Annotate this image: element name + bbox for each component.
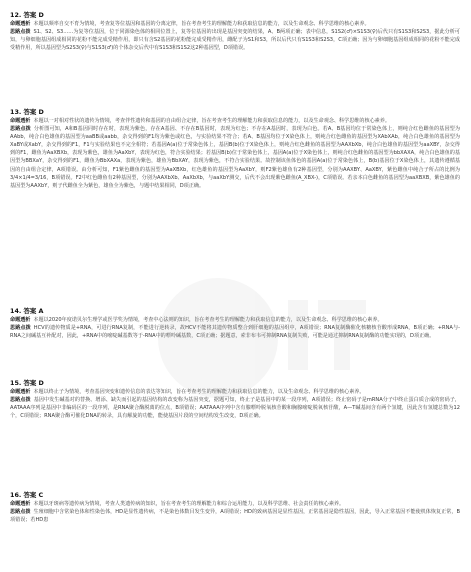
section-label: 命题透析 xyxy=(10,21,31,27)
section-label: 命题透析 xyxy=(10,389,31,395)
question-number: 14. 答案 A xyxy=(10,307,44,315)
answer-item-14 xyxy=(10,307,460,340)
section-label: 思路点拨 xyxy=(10,397,31,404)
answer-item-15 xyxy=(10,379,460,420)
question-number: 15. 答案 D xyxy=(10,379,44,387)
answer-item-13 xyxy=(10,108,460,190)
section-text: HCV的遗传物质是+RNA，可进行RNA复制，不能进行逆转录，故HCV不能将其遗传物质整合到肝细胞的基因组中，A项错误；RNA复制酶催化核糖核苷酸形成RNA，B项正确；+RNA与-RNA之间碱基互补配对，因此，+RNA中的嘧啶碱基数等于-RNA中的嘌呤碱基数，C项正确；据题意，索非布韦可抑制RNA复制失败，可能是通过抑制RNA复制酶的功能实现的，D项正确。 xyxy=(10,325,460,340)
section-label: 命题透析 xyxy=(10,501,31,507)
section-text: S1、S2、S3……为复等位基因，位于同源染色体的相同位置上，复等位基因的出现是基因突变的结果，A、B两项正确；表中信息，S1S2(♂)×S1S3(♀)后代只有S1S3和S2S3，据此分析可知，与卵细胞基因组成相同的花粉不能完成受精作用，即只有含S2基因的花粉能完成受精作用，雌配子为S1和S3，所以后代只有S1S3和S2S3，C项正确；因为与卵细胞基因组成相同的花粉不能完成受精作用，所以基因型为S2S3(♀)与S1S3(♂)的个体杂交后代中有S1S3和S1S2这2种基因型，D项错误。 xyxy=(10,29,460,52)
section-label: 思路点拨 xyxy=(10,29,31,36)
section-text: 本题以一对相对性状的遗传为情境，考查伴性遗传和基因的自由组合定律，旨在考查考生的理解能力和获取信息的能力，以及生命观念、科学思维的核心素养。 xyxy=(33,118,390,124)
solution-section xyxy=(10,324,460,340)
answer-item-12 xyxy=(10,11,460,52)
section-text: 本题以频率自交不育为情境，考查复等位基因和基因的分离定律，旨在考查考生的理解能力和获取信息的能力，以及生命观念、科学思维的核心素养。 xyxy=(33,21,370,27)
solution-section xyxy=(10,125,460,190)
section-text: 本题以牙斑病等遗传病为情境，考查人类遗传病的知识，旨在考查考生的理解能力和综合运用能力，以及科学思维、社会责任的核心素养。 xyxy=(33,501,345,507)
section-label: 命题透析 xyxy=(10,317,31,323)
section-text: 分析图可知，A和B基因同时存在时，表现为紫色，存在A基因、不存在B基因时，表现为红色；不存在A基因时，表现为白色。若A、B基因均位于常染色体上，则纯合红色雌鱼的基因型为AAbb，纯合白色雄鱼的基因型为aaBB或aabb，杂交得到的F1均为紫色或红色，与实验结果不符合；若A、B基因均位于X染色体上，则纯合红色雌鱼的基因型为XAbXAb，纯合白色雄鱼的基因型为XaBY或XabY，杂交得到的F1，F1与实验结果也不完全相符；若基因A(a)位于常染色体上，基因B(b)位于X染色体上，则纯合红色雌鱼的基因型为AAXbXb，纯合白色雄鱼的基因型为aaXBY，杂交得到的F1，雌鱼为AaXBXb，表现为紫色，雄鱼为AaXbY，表现为红色，符合实验结果；若基因B(b)位于常染色体上，基因A(a)位于X染色体上，则纯合红色雌鱼的基因型为bbXAXA，纯合白色雄鱼的基因型为BBXaY，杂交得到的F1，雌鱼为BbXAXa，表现为紫色，雄鱼为BbXAY，表现为紫色，不符合实验结果。故控制该鱼体色的基因A(a)位于常染色体上，B(b)基因位于X染色体上，其遗传遵循基因的自由组合定律，A项错误。由分析可知，F1紫色雌鱼的基因型为AaXBXb，红色雄鱼的基因型为AaXbY，则F2紫色雄鱼有2种基因型，分别为AAXBY、AaXBY，紫色雌鱼中纯合子所占的比例为3/4×1/4=3/16，B项错误。F2中红色雌鱼有2种基因型，分别为AAXbXb、AaXbXb，与aaXbY测交，后代不会出现紫色雌鱼(A_XBX-)，C项错误。若亲本白色雌鱼的基因型为aaXBXB，紫色雄鱼的基因型为AAXbY，则子代雌鱼全为紫色，雄鱼全为紫色，与题中结果相同，D项正确。 xyxy=(10,126,460,189)
question-number: 13. 答案 D xyxy=(10,108,44,116)
section-text: 生殖细胞中含常染色体和性染色体，HD是显性遗传病，不是染色体数目发生变异，A项错误；HD的致病基因是显性基因，正常基因是隐性基因，因此，导入正常基因不能使机体恢复正常，B项错误；若HD患 xyxy=(10,509,460,524)
section-text: 本题以2020年度诺贝尔生理学或医学奖为情境，考查中心法则的知识，旨在考查考生的理解能力和获取信息的能力，以及生命观念、科学思维的核心素养。 xyxy=(33,317,383,323)
answer-item-16 xyxy=(10,491,460,524)
solution-section xyxy=(10,396,460,420)
analysis-section xyxy=(10,500,460,508)
solution-section xyxy=(10,28,460,52)
analysis-section xyxy=(10,20,460,28)
section-label: 命题透析 xyxy=(10,118,31,124)
analysis-section xyxy=(10,316,460,324)
analysis-section xyxy=(10,388,460,396)
section-text: 基因中发生碱基对的替换、增添、缺失而引起的基因结构的改变称为基因突变，据题可知，终止子是基因中的某一段序列，A项错误；终止密码子是mRNA分子中终止蛋白质合成的密码子，AATAAA序列是基因中非编码区的一段序列，是RNA聚合酶脱离的位点，B项错误；AATAAA序列中含有腺嘌呤脱氧核苷酸和胸腺嘧啶脱氧核苷酸，A—T碱基间含有两个氢键，因此含有氢键总数为12个，C项错误；RNA聚合酶可催化DNA的转录，具有解旋的功能，能使基因片段的空间结构发生改变，D项正确。 xyxy=(10,397,460,420)
section-label: 思路点拨 xyxy=(10,509,31,516)
question-number: 16. 答案 C xyxy=(10,491,44,499)
section-label: 思路点拨 xyxy=(10,325,31,332)
section-text: 本题以终止子为情境，考查基因突变和遗传信息的表达等知识，旨在考查考生的理解能力和获取信息的能力，以及生命观念、科学思维的核心素养。 xyxy=(33,389,365,395)
solution-section xyxy=(10,508,460,524)
question-number: 12. 答案 D xyxy=(10,11,44,19)
analysis-section xyxy=(10,117,460,125)
section-label: 思路点拨 xyxy=(10,126,31,133)
